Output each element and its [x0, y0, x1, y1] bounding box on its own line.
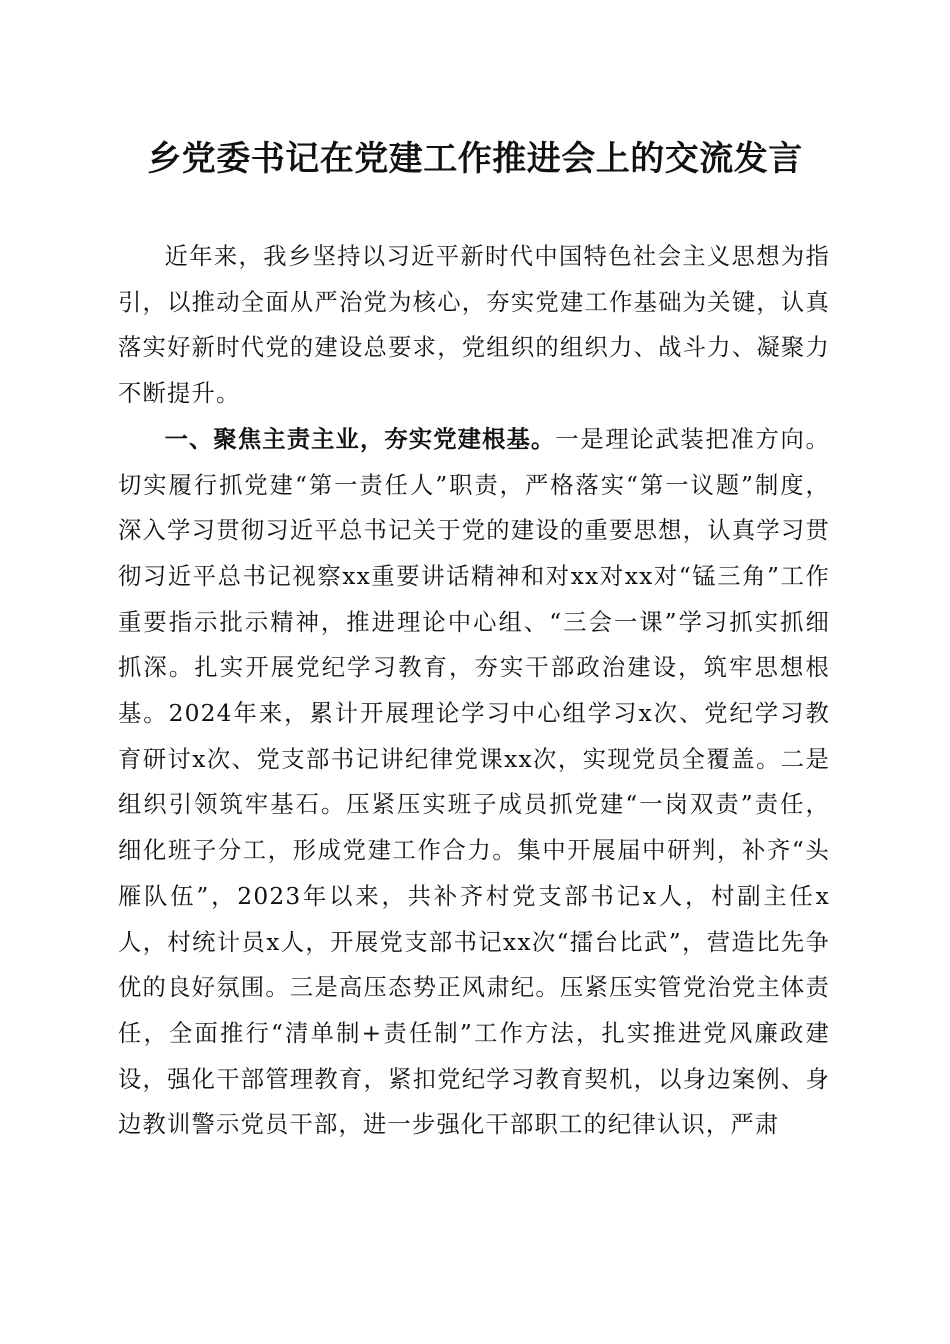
document-title: 乡党委书记在党建工作推进会上的交流发言	[147, 139, 803, 179]
intro-paragraph-text: 近年来，我乡坚持以习近平新时代中国特色社会主义思想为指引，以推动全面从严治党为核心，夯实党建工作基础为关键，认真落实好新时代党的建设总要求，党组织的组织力、战斗力、凝聚力不断提升。	[118, 243, 830, 408]
intro-paragraph	[118, 234, 830, 417]
section-one-paragraph	[118, 417, 830, 1148]
document-body	[118, 234, 830, 1148]
section-one-text: 一是理论武装把准方向。切实履行抓党建“第一责任人”职责，严格落实“第一议题”制度，深入学习贯彻习近平总书记关于党的建设的重要思想，认真学习贯彻习近平总书记视察xx重要讲话精神和对xx对xx对“锰三角”工作重要指示批示精神，推进理论中心组、“三会一课”学习抓实抓细抓深。扎实开展党纪学习教育，夯实干部政治建设，筑牢思想根基。2024年来，累计开展理论学习中心组学习x次、党纪学习教育研讨x次、党支部书记讲纪律党课xx次，实现党员全覆盖。二是组织引领筑牢基石。压紧压实班子成员抓党建“一岗双责”责任，细化班子分工，形成党建工作合力。集中开展届中研判，补齐“头雁队伍”，2023年以来，共补齐村党支部书记x人，村副主任x人，村统计员x人，开展党支部书记xx次“擂台比武”，营造比先争优的良好氛围。三是高压态势正风肃纪。压紧压实管党治党主体责任，全面推行“清单制+责任制”工作方法，扎实推进党风廉政建设，强化干部管理教育，紧扣党纪学习教育契机，以身边案例、身边教训警示党员干部，进一步强化干部职工的纪律认识，严肃	[118, 425, 830, 1139]
section-one-heading: 一、聚焦主责主业，夯实党建根基。	[164, 425, 556, 453]
